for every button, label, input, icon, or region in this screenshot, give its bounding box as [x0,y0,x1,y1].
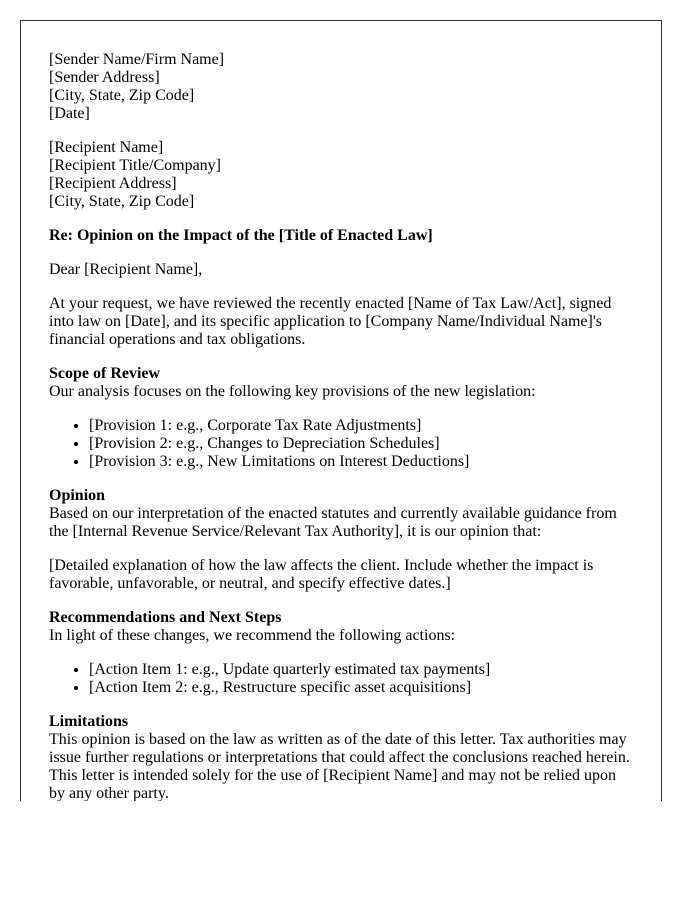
sender-address: [Sender Address] [49,69,160,86]
recipient-name: [Recipient Name] [49,139,164,156]
list-item: • [Provision 1: e.g., Corporate Tax Rate Adjustments] [89,417,633,435]
sender-city: [City, State, Zip Code] [49,87,195,104]
action-list [49,661,633,697]
scope-heading: Scope of Review [49,365,161,382]
provision-list [49,417,633,471]
recipient-city: [City, State, Zip Code] [49,193,195,210]
recommendations-text: In light of these changes, we recommend the following actions: [49,627,456,644]
list-item: • [Action Item 2: e.g., Restructure specific asset acquisitions] [89,679,633,697]
list-item: • [Provision 3: e.g., New Limitations on Interest Deductions] [89,453,633,471]
sender-name: [Sender Name/Firm Name] [49,51,225,68]
intro-paragraph: At your request, we have reviewed the recently enacted [Name of Tax Law/Act], signed into law on [Date], and its specific application to [Company Name/Individual Name]'s financial operations and tax obligations. [49,295,612,348]
limitations-heading: Limitations [49,713,129,730]
recommendations-heading: Recommendations and Next Steps [49,609,282,626]
letter-page [20,20,662,801]
list-item: • [Action Item 1: e.g., Update quarterly estimated tax payments] [89,661,633,679]
recipient-address: [Recipient Address] [49,175,177,192]
limitations-text: This opinion is based on the law as written as of the date of this letter. Tax authorities may issue further regulations or interpretations that could affect the conclusions reached herein. This letter is intended solely for the use of [Recipient Name] and may not be relied upon by any other party. [49,731,630,801]
recipient-title: [Recipient Title/Company] [49,157,221,174]
opinion-text: Based on our interpretation of the enacted statutes and currently available guidance from the [Internal Revenue Service/Relevant Tax Authority], it is our opinion that: [49,505,617,540]
opinion-heading: Opinion [49,487,106,504]
letter-date: [Date] [49,105,90,122]
list-item: • [Provision 2: e.g., Changes to Depreciation Schedules] [89,435,633,453]
subject-line: Re: Opinion on the Impact of the [Title of Enacted Law] [49,227,433,244]
scope-text: Our analysis focuses on the following key provisions of the new legislation: [49,383,536,400]
sender-block [49,51,633,123]
opinion-detail: [Detailed explanation of how the law affects the client. Include whether the impact is favorable, unfavorable, or neutral, and specify effective dates.] [49,557,594,592]
recipient-block [49,139,633,211]
salutation: Dear [Recipient Name], [49,261,203,278]
